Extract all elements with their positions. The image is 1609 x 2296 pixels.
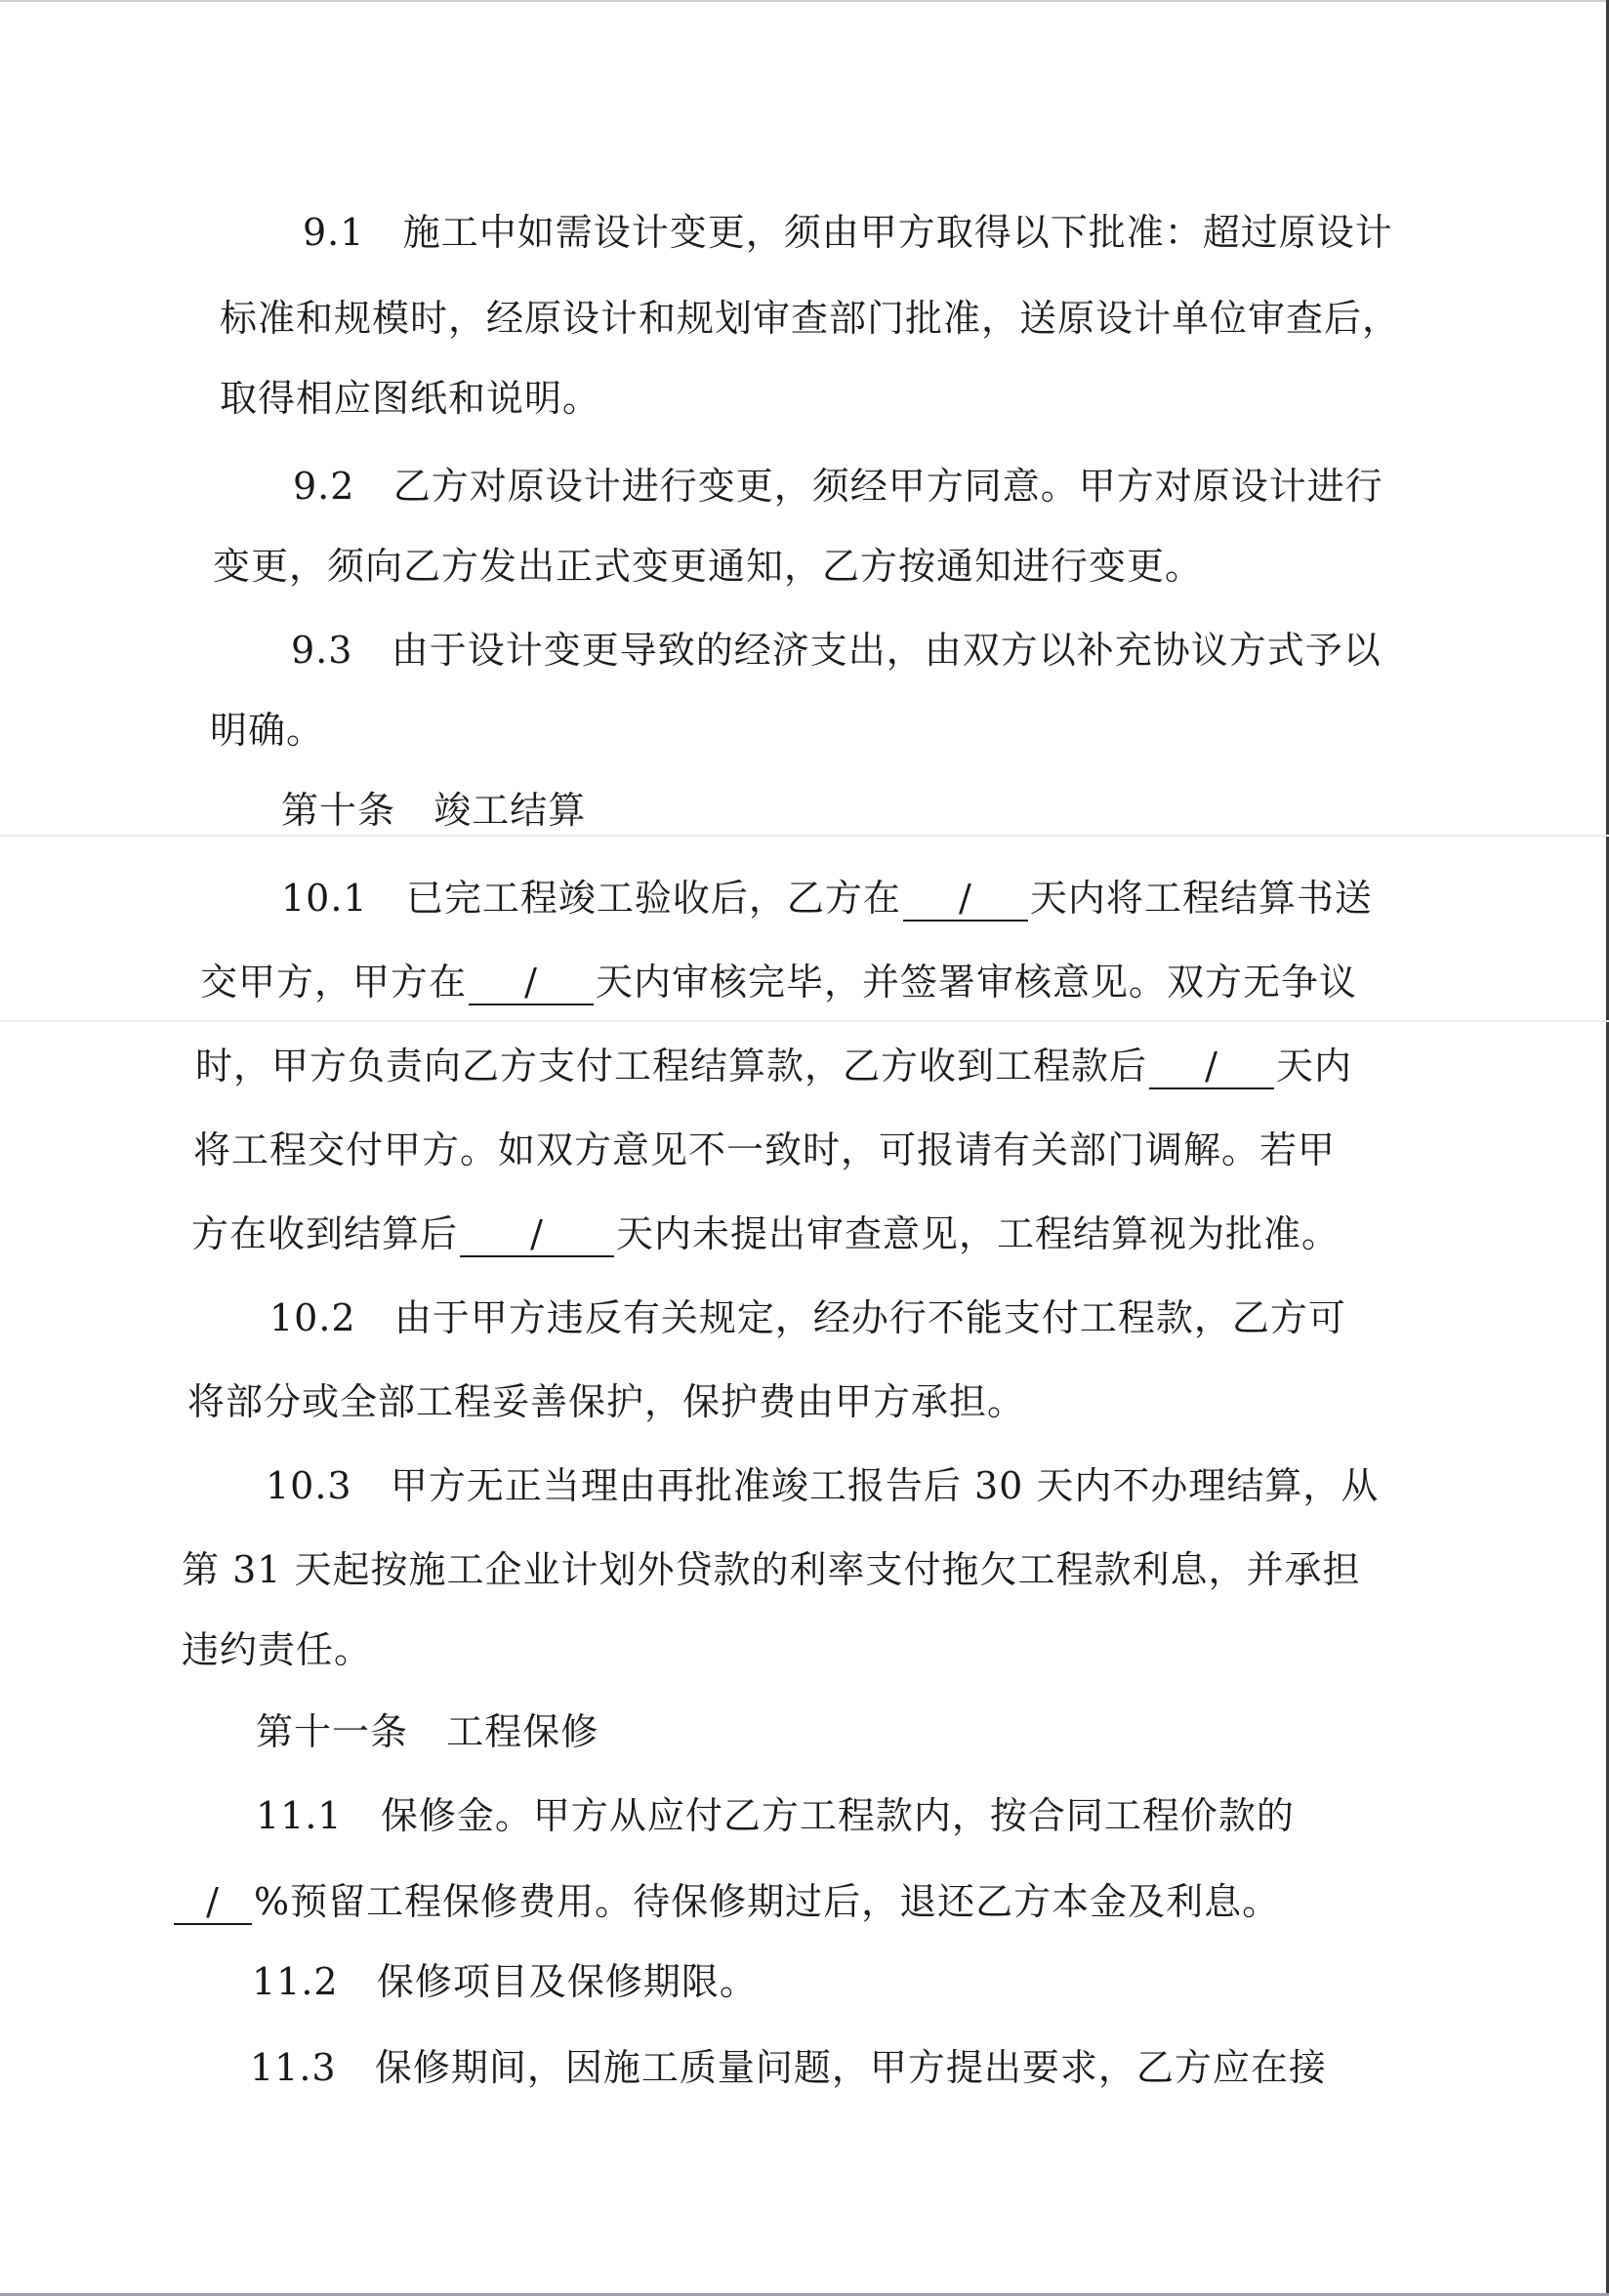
clause-number: 11.2 (252, 1960, 339, 2003)
clause-number: 9.2 (293, 465, 355, 508)
clause-text: 交甲方，甲方在 (200, 961, 468, 1004)
clause-text: 天内未提出审查意见，工程结算视为批准。 (616, 1212, 1341, 1255)
clause-11-2-line-1 (252, 1958, 758, 2005)
clause-number: 11.1 (256, 1794, 343, 1837)
clause-10-1-line-5 (191, 1210, 1340, 1257)
clause-9-1-line-1 (303, 209, 1393, 256)
clause-number: 9.1 (303, 211, 365, 254)
article-number: 第十条 (281, 789, 396, 832)
clause-11-1-line-2 (172, 1878, 1280, 1925)
clause-number: 10.1 (281, 877, 368, 920)
clause-9-3-line-1 (291, 627, 1382, 674)
clause-text: 天内 (1276, 1045, 1353, 1087)
clause-10-3-line-3 (182, 1626, 372, 1673)
clause-10-1-line-2 (200, 959, 1357, 1005)
clause-text: 违约责任。 (182, 1628, 373, 1671)
clause-9-3-line-2 (210, 707, 324, 754)
clause-text: 施工中如需设计变更，须由甲方取得以下批准：超过原设计 (402, 211, 1393, 254)
clause-text: 方在收到结算后 (191, 1212, 459, 1255)
article-title: 工程保修 (446, 1710, 599, 1753)
article-11-heading (256, 1708, 598, 1755)
fold-crease (0, 835, 1609, 837)
clause-text: 乙方对原设计进行变更，须经甲方同意。甲方对原设计进行 (392, 465, 1383, 508)
clause-11-1-line-1 (256, 1792, 1295, 1839)
clause-text: 已完工程竣工验收后，乙方在 (405, 877, 901, 920)
clause-9-2-line-1 (293, 463, 1383, 510)
blank-field: / (174, 1880, 252, 1925)
scan-edge-top (0, 0, 1609, 2)
clause-9-1-line-3 (220, 375, 600, 422)
blank-field: / (469, 961, 594, 1005)
clause-10-1-line-1 (281, 875, 1373, 922)
clause-10-2-line-1 (269, 1294, 1346, 1341)
article-number: 第十一条 (256, 1710, 409, 1753)
clause-text: 天内审核完毕，并签署审核意见。双方无争议 (596, 961, 1358, 1004)
clause-text: %预留工程保修费用。待保修期过后，退还乙方本金及利息。 (254, 1880, 1281, 1923)
clause-9-2-line-2 (213, 543, 1203, 590)
clause-text: 将工程交付甲方。如双方意见不一致时，可报请有关部门调解。若甲 (193, 1128, 1337, 1171)
clause-text: 时，甲方负责向乙方支付工程结算款，乙方收到工程款后 (195, 1045, 1148, 1087)
clause-10-1-line-4 (193, 1127, 1336, 1173)
clause-number: 11.3 (250, 2046, 337, 2089)
clause-11-3-line-1 (250, 2044, 1327, 2091)
clause-text: 将部分或全部工程妥善保护，保护费由甲方承担。 (187, 1380, 1026, 1423)
blank-field: / (460, 1212, 614, 1257)
clause-text: 由于甲方违反有关规定，经办行不能支付工程款，乙方可 (393, 1296, 1346, 1339)
clause-number: 10.3 (266, 1464, 352, 1507)
clause-text: 取得相应图纸和说明。 (220, 377, 601, 420)
clause-text: 保修项目及保修期限。 (376, 1960, 758, 2003)
clause-10-3-line-1 (266, 1462, 1379, 1509)
clause-text: 保修期间，因施工质量问题，甲方提出要求，乙方应在接 (374, 2046, 1327, 2089)
clause-text: 天内将工程结算书送 (1029, 877, 1373, 920)
clause-9-1-line-2 (220, 295, 1400, 342)
clause-text: 变更，须向乙方发出正式变更通知，乙方按通知进行变更。 (213, 545, 1204, 588)
article-10-heading (281, 787, 586, 834)
clause-10-1-line-3 (195, 1043, 1352, 1089)
clause-number: 10.2 (269, 1296, 356, 1339)
clause-number: 9.3 (291, 629, 353, 672)
clause-text: 标准和规模时，经原设计和规划审查部门批准，送原设计单位审查后， (220, 297, 1401, 340)
clause-text: 甲方无正当理由再批准竣工报告后 30 天内不办理结算，从 (390, 1464, 1380, 1507)
blank-field: / (1149, 1045, 1274, 1089)
fold-crease (0, 1020, 1609, 1022)
clause-text: 保修金。甲方从应付乙方工程款内，按合同工程价款的 (380, 1794, 1295, 1837)
clause-10-3-line-2 (182, 1546, 1361, 1593)
clause-text: 第 31 天起按施工企业计划外贷款的利率支付拖欠工程款利息，并承担 (182, 1548, 1361, 1591)
article-title: 竣工结算 (433, 789, 587, 832)
clause-text: 明确。 (210, 709, 325, 752)
blank-field: / (903, 877, 1028, 922)
clause-text: 由于设计变更导致的经济支出，由双方以补充协议方式予以 (391, 629, 1382, 672)
clause-10-2-line-2 (187, 1378, 1025, 1425)
